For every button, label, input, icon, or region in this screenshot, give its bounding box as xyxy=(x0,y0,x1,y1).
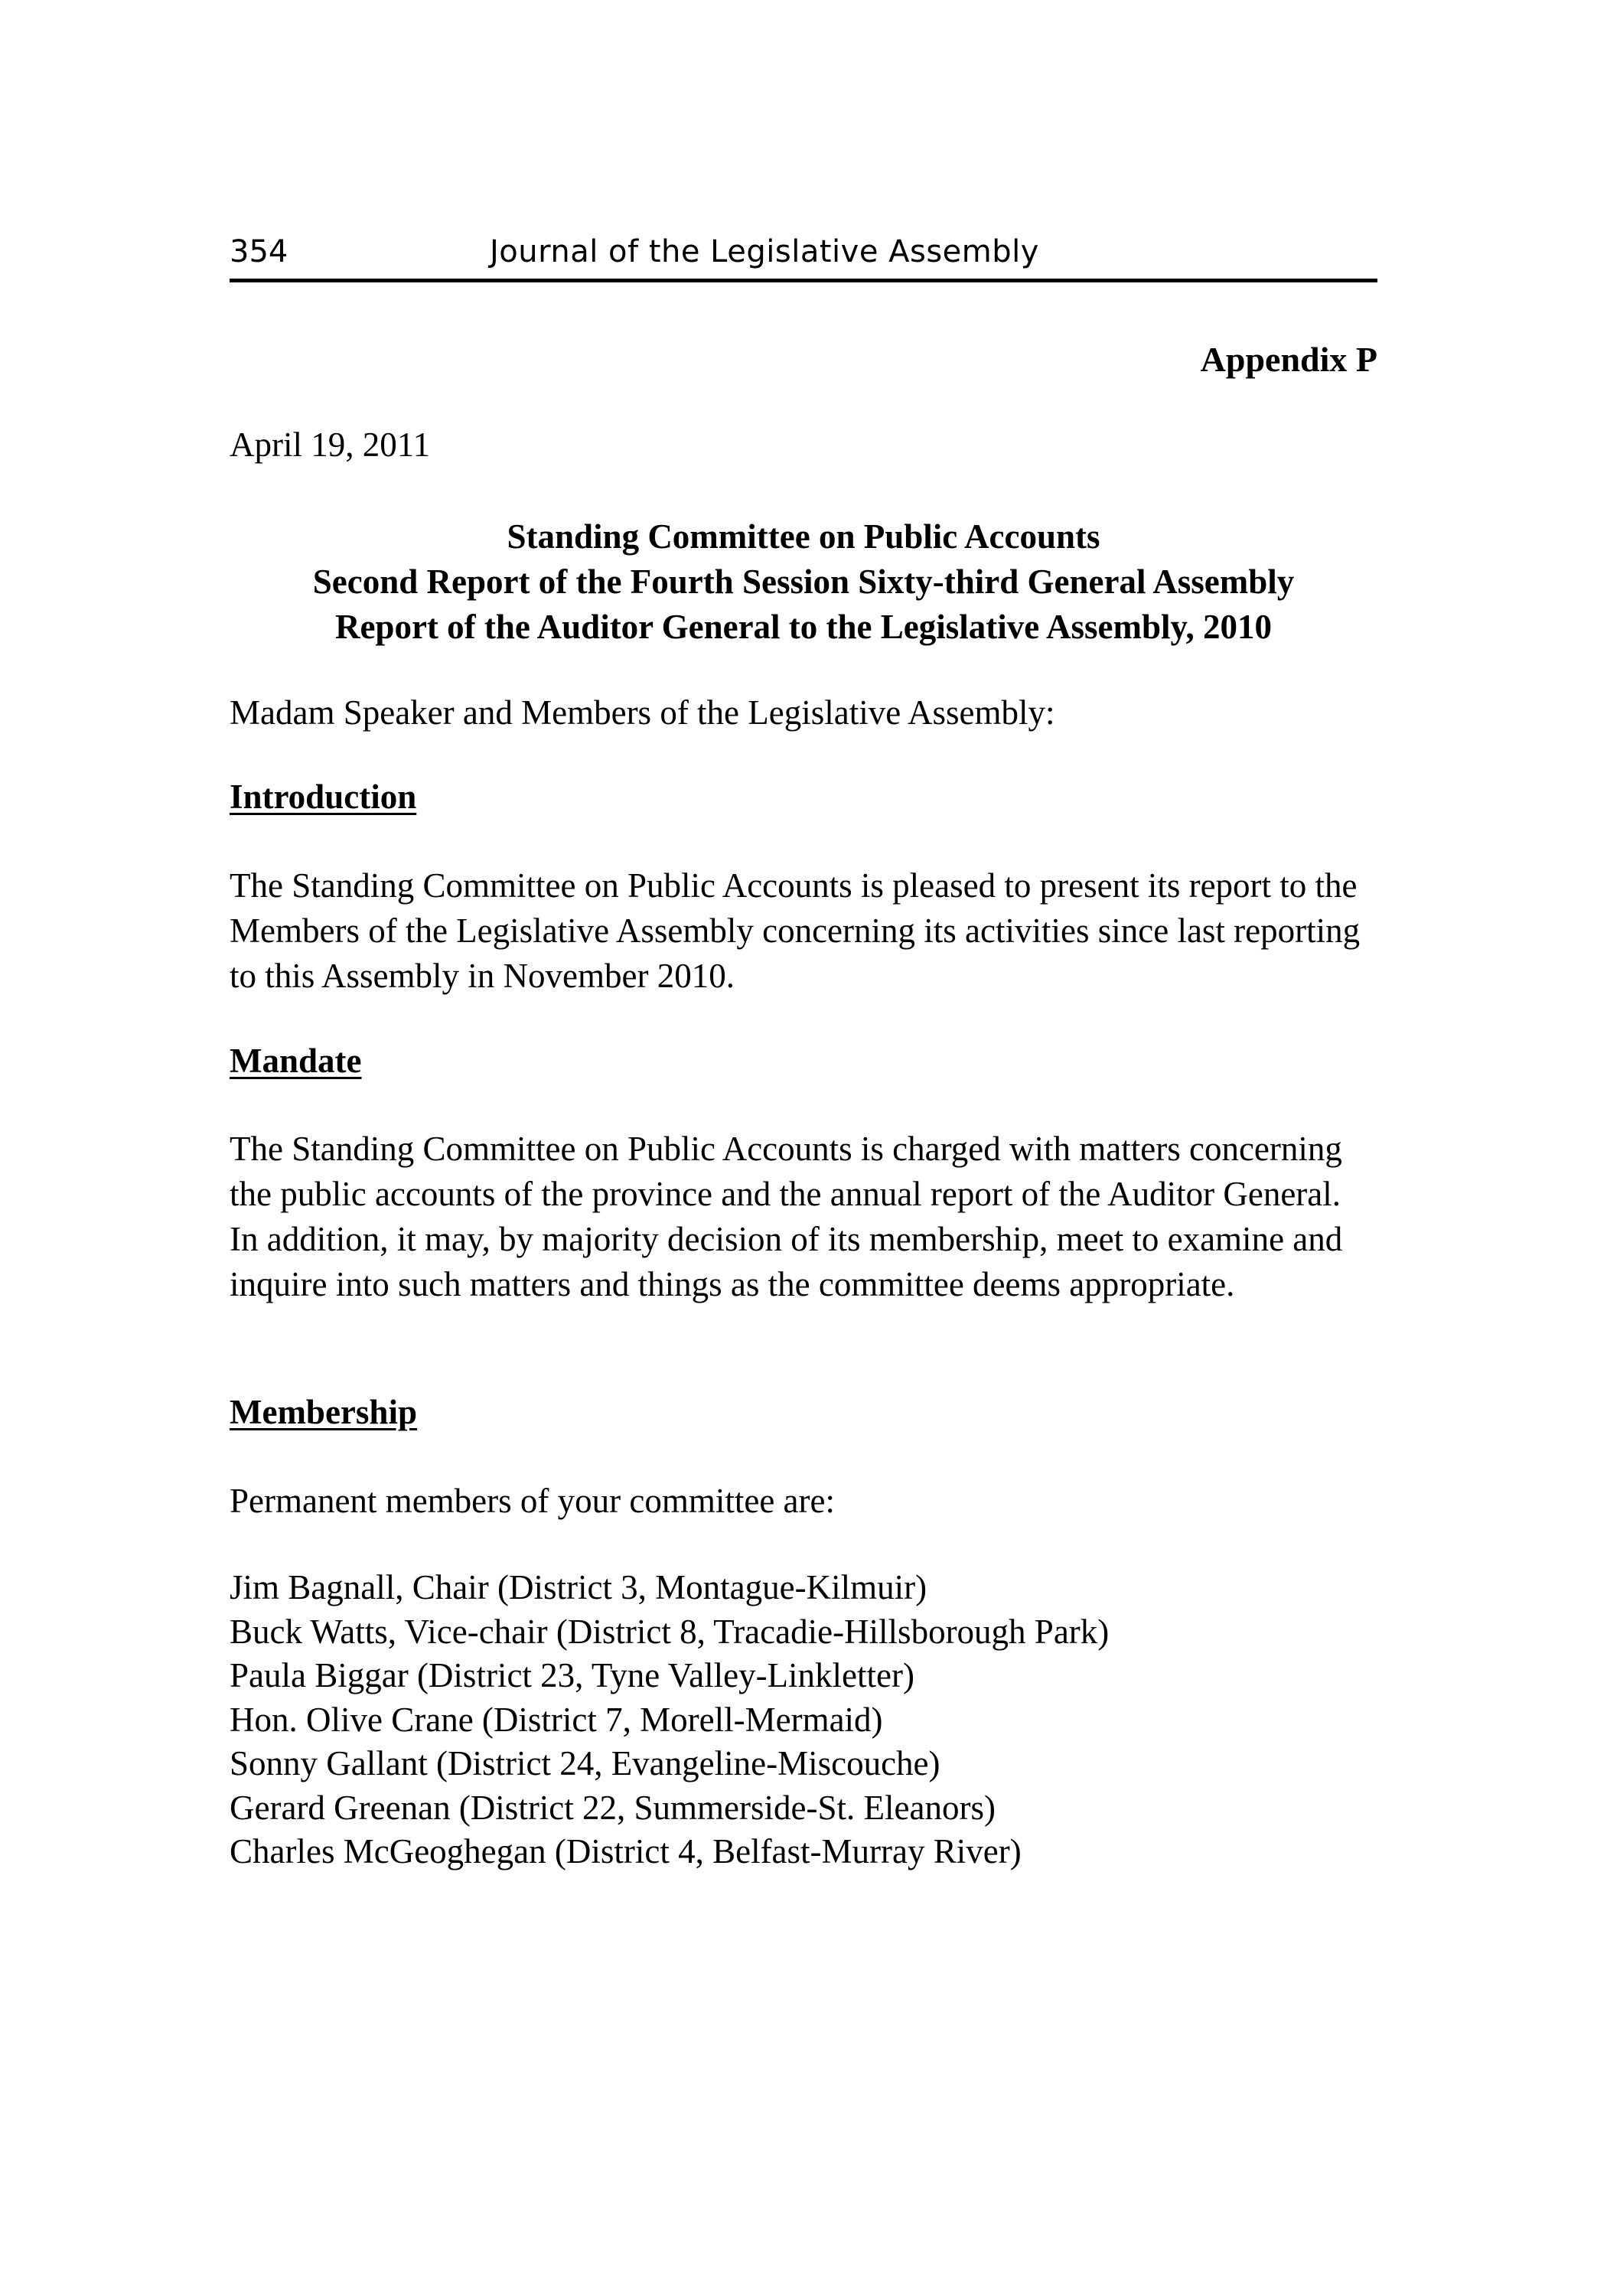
report-title xyxy=(230,514,1377,650)
title-line-committee: Standing Committee on Public Accounts xyxy=(507,517,1100,556)
membership-heading: Membership xyxy=(230,1393,417,1431)
mandate-heading: Mandate xyxy=(230,1042,362,1080)
member-item: Buck Watts, Vice-chair (District 8, Tracadie-Hillsborough Park) xyxy=(230,1612,1110,1651)
journal-title: Journal of the Legislative Assembly xyxy=(490,234,1039,269)
member-item: Sonny Gallant (District 24, Evangeline-Miscouche) xyxy=(230,1744,940,1782)
member-item: Gerard Greenan (District 22, Summerside-St. Eleanors) xyxy=(230,1788,996,1827)
mandate-paragraph: The Standing Committee on Public Accounts is charged with matters concerning the public accounts of the province and the annual report of the Auditor General. In addition, it may, by majority decision of its membership, meet to examine and inquire into such matters and things as the committee deems appropriate. xyxy=(230,1130,1343,1303)
member-item: Paula Biggar (District 23, Tyne Valley-Linkletter) xyxy=(230,1656,914,1694)
appendix-label: Appendix P xyxy=(1200,340,1377,379)
introduction-heading: Introduction xyxy=(230,778,417,816)
report-date: April 19, 2011 xyxy=(230,426,431,464)
member-item: Jim Bagnall, Chair (District 3, Montague-Kilmuir) xyxy=(230,1568,927,1606)
title-line-report: Report of the Auditor General to the Legislative Assembly, 2010 xyxy=(334,608,1273,646)
running-header xyxy=(230,228,1377,282)
membership-intro: Permanent members of your committee are: xyxy=(230,1482,835,1520)
member-item: Charles McGeoghegan (District 4, Belfast-Murray River) xyxy=(230,1832,1022,1870)
introduction-paragraph: The Standing Committee on Public Accounts is pleased to present its report to the Members of the Legislative Assembly concerning its activities since last reporting to this Assembly in November 2010. xyxy=(230,866,1361,995)
page-number: 354 xyxy=(230,234,288,269)
salutation: Madam Speaker and Members of the Legislative Assembly: xyxy=(230,693,1055,732)
member-list xyxy=(230,1566,1377,1874)
member-item: Hon. Olive Crane (District 7, Morell-Mermaid) xyxy=(230,1700,883,1739)
title-line-session: Second Report of the Fourth Session Sixty-third General Assembly xyxy=(312,563,1295,601)
